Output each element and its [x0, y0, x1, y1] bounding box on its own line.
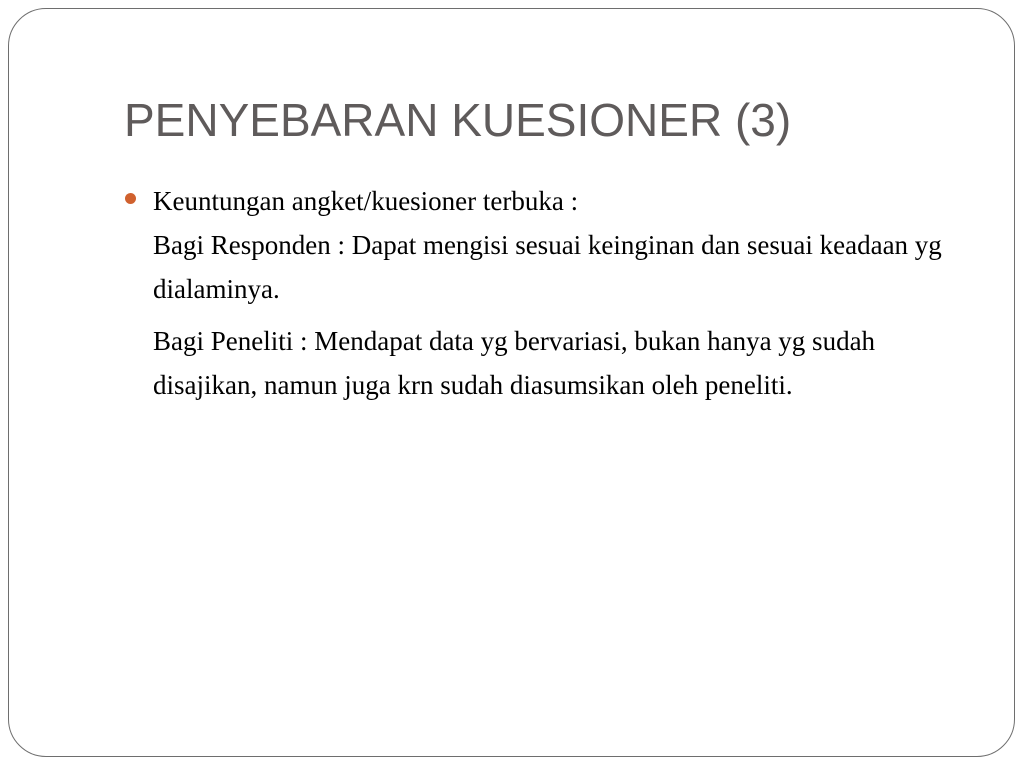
bullet-item: [153, 179, 973, 223]
slide-title: PENYEBARAN KUESIONER (3): [124, 94, 792, 146]
bullet-heading: Keuntungan angket/kuesioner terbuka :: [153, 186, 579, 216]
bullet-dot-icon: [125, 193, 136, 204]
slide-frame: [8, 8, 1015, 757]
paragraph-peneliti: Bagi Peneliti : Mendapat data yg bervariasi, bukan hanya yg sudah disajikan, namun juga krn sudah diasumsikan oleh peneliti.: [153, 326, 876, 400]
paragraph-responden: Bagi Responden : Dapat mengisi sesuai keinginan dan sesuai keadaan yg dialaminya.: [153, 230, 942, 304]
slide-content: [153, 179, 973, 407]
